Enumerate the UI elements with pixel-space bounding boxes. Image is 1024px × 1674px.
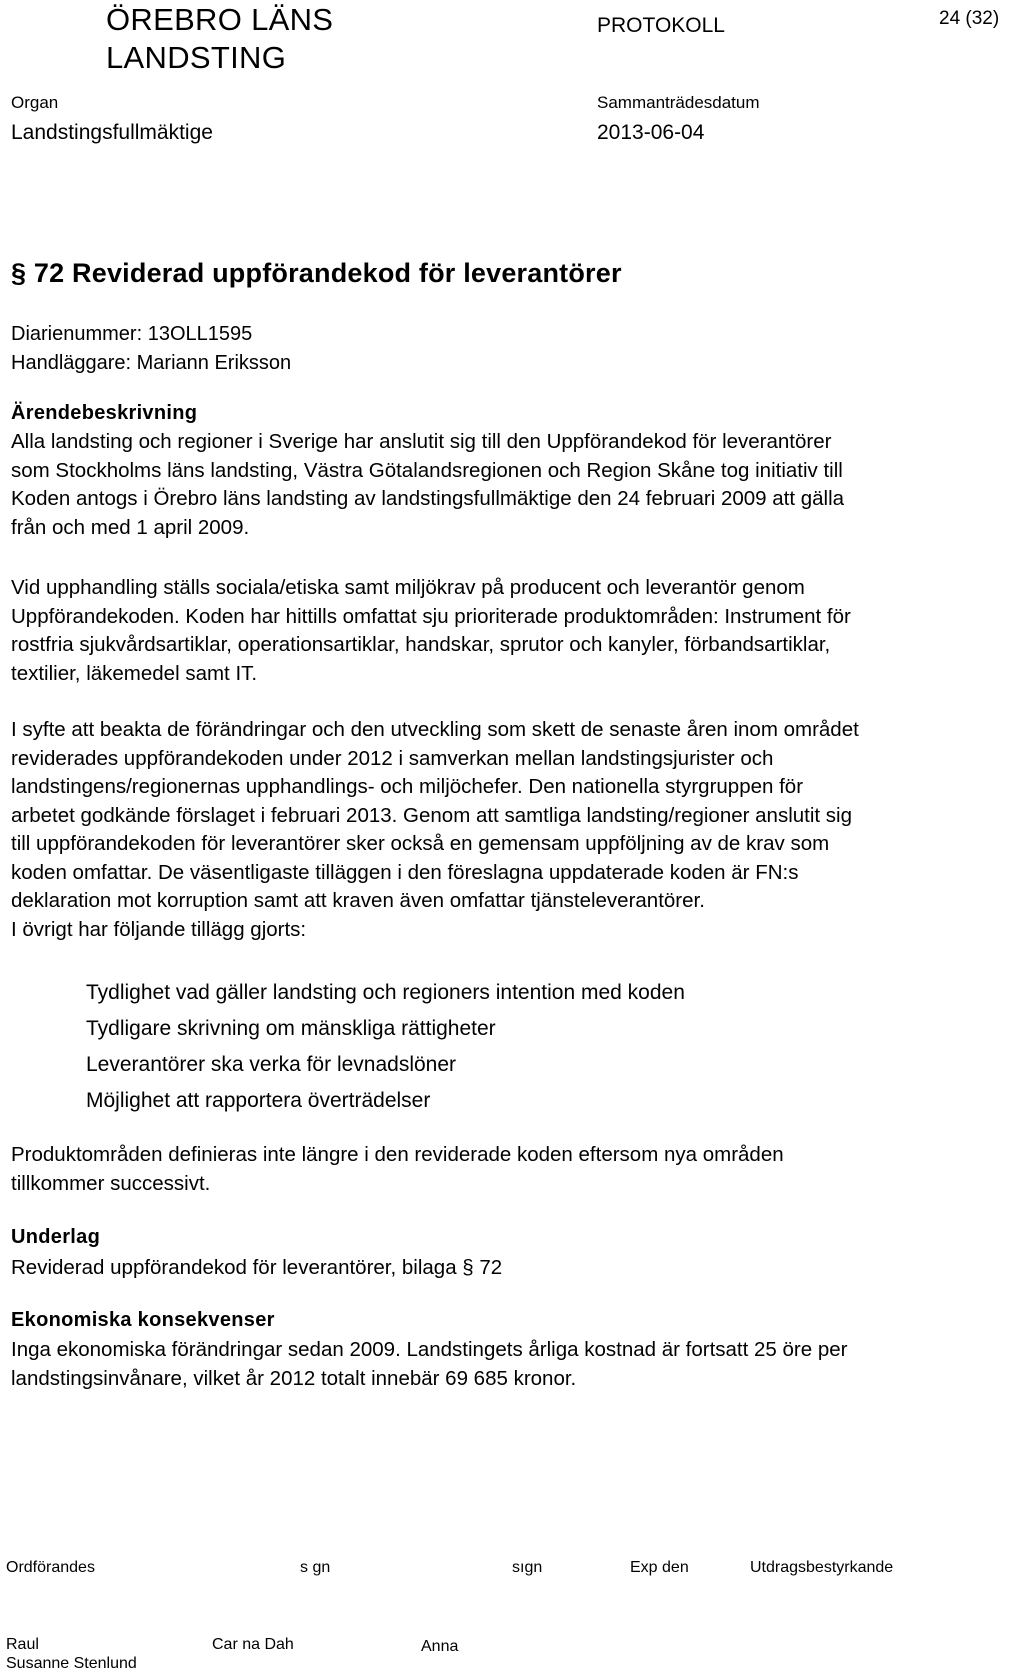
paragraph-2 bbox=[11, 574, 1011, 688]
paragraph-line: I syfte att beakta de förändringar och den utveckling som skett de senaste åren inom området bbox=[11, 718, 859, 741]
signature-name: Raul bbox=[6, 1636, 39, 1653]
paragraph-line: I övrigt har följande tillägg gjorts: bbox=[11, 917, 307, 941]
paragraph-line: Koden antogs i Örebro läns landsting av landstingsfullmäktige den 24 februari 2009 att gälla bbox=[11, 487, 845, 510]
paragraph-line: till uppförandekoden för leverantörer sker också en gemensam uppföljning av de krav som bbox=[11, 832, 830, 855]
paragraph-line: Vid upphandling ställs sociala/etiska samt miljökrav på producent och leverantör genom bbox=[11, 576, 805, 599]
paragraph-line: Inga ekonomiska förändringar sedan 2009. Landstingets årliga kostnad är fortsatt 25 öre per bbox=[11, 1338, 848, 1361]
extract-certification-label: Utdragsbestyrkande bbox=[750, 1559, 894, 1576]
list-item: Leverantörer ska verka för levnadslöner bbox=[86, 1053, 457, 1076]
signature-name: Anna bbox=[421, 1638, 459, 1655]
paragraph-line: Produktområden definieras inte längre i den reviderade koden eftersom nya områden bbox=[11, 1143, 784, 1166]
paragraph-line: från och med 1 april 2009. bbox=[11, 515, 250, 539]
paragraph-line: Reviderad uppförandekod för leverantörer, bilaga § 72 bbox=[11, 1256, 503, 1279]
organ-value: Landstingsfullmäktige bbox=[11, 121, 213, 144]
organ-label: Organ bbox=[11, 93, 59, 112]
document-type: PROTOKOLL bbox=[597, 14, 725, 37]
paragraph-line: rostfria sjukvårdsartiklar, operationsartiklar, handskar, sprutor och kanyler, förbandsartiklar, bbox=[11, 633, 831, 656]
signature-name: Susanne Stenlund bbox=[6, 1655, 137, 1672]
paragraph-3 bbox=[11, 716, 1011, 944]
paragraph-line: Alla landsting och regioner i Sverige har anslutit sig till den Uppförandekod för leverantörer bbox=[11, 430, 832, 453]
paragraph-1 bbox=[11, 428, 1011, 542]
list-item: Tydlighet vad gäller landsting och regioners intention med koden bbox=[86, 981, 685, 1004]
case-officer: Handläggare: Mariann Eriksson bbox=[11, 352, 292, 374]
additions-list bbox=[86, 975, 685, 1119]
org-name-line2: LANDSTING bbox=[106, 40, 287, 75]
paragraph-line: deklaration mot korruption samt att kraven även omfattar tjänsteleverantörer. bbox=[11, 889, 705, 912]
paragraph-line: som Stockholms läns landsting, Västra Götalandsregionen och Region Skåne tog initiativ till bbox=[11, 458, 843, 482]
meeting-date-label: Sammanträdesdatum bbox=[597, 93, 760, 112]
paragraph-line: arbetet godkände förslaget i februari 2013. Genom att samtliga landsting/regioner anslutit sig bbox=[11, 803, 853, 827]
list-item: Tydligare skrivning om mänskliga rättigheter bbox=[86, 1017, 496, 1040]
signature-label: sıgn bbox=[512, 1559, 543, 1576]
economy-text bbox=[11, 1336, 1011, 1393]
paragraph-line: landstingsinvånare, vilket år 2012 totalt innebär 69 685 kronor. bbox=[11, 1366, 577, 1390]
chair-signature-label: Ordförandes bbox=[6, 1559, 95, 1576]
section-title: § 72 Reviderad uppförandekod för leverantörer bbox=[11, 258, 622, 288]
paragraph-line: textilier, läkemedel samt IT. bbox=[11, 661, 258, 685]
paragraph-line: reviderades uppförandekoden under 2012 i samverkan mellan landstingsjurister och bbox=[11, 746, 774, 770]
case-description-heading: Ärendebeskrivning bbox=[11, 402, 198, 424]
list-item: Möjlighet att rapportera överträdelser bbox=[86, 1089, 431, 1112]
underlag-text bbox=[11, 1254, 1011, 1283]
paragraph-4 bbox=[11, 1141, 1011, 1198]
signature-label: s gn bbox=[300, 1559, 331, 1576]
economy-heading: Ekonomiska konsekvenser bbox=[11, 1309, 275, 1331]
underlag-heading: Underlag bbox=[11, 1226, 101, 1248]
paragraph-line: koden omfattar. De väsentligaste tilläggen i den föreslagna uppdaterade koden är FN:s bbox=[11, 860, 799, 884]
paragraph-line: landstingens/regionernas upphandlings- och miljöchefer. Den nationella styrgruppen för bbox=[11, 775, 804, 798]
case-number: Diarienummer: 13OLL1595 bbox=[11, 323, 253, 345]
paragraph-line: Uppförandekoden. Koden har hittills omfattat sju prioriterade produktområden: Instrument för bbox=[11, 604, 851, 628]
paragraph-line: tillkommer successivt. bbox=[11, 1171, 211, 1195]
signature-name: Car na Dah bbox=[212, 1636, 294, 1653]
page-number: 24 (32) bbox=[939, 8, 1000, 29]
org-name-line1: ÖREBRO LÄNS bbox=[106, 2, 334, 37]
meeting-date-value: 2013-06-04 bbox=[597, 121, 705, 144]
dispatch-date-label: Exp den bbox=[630, 1559, 689, 1576]
